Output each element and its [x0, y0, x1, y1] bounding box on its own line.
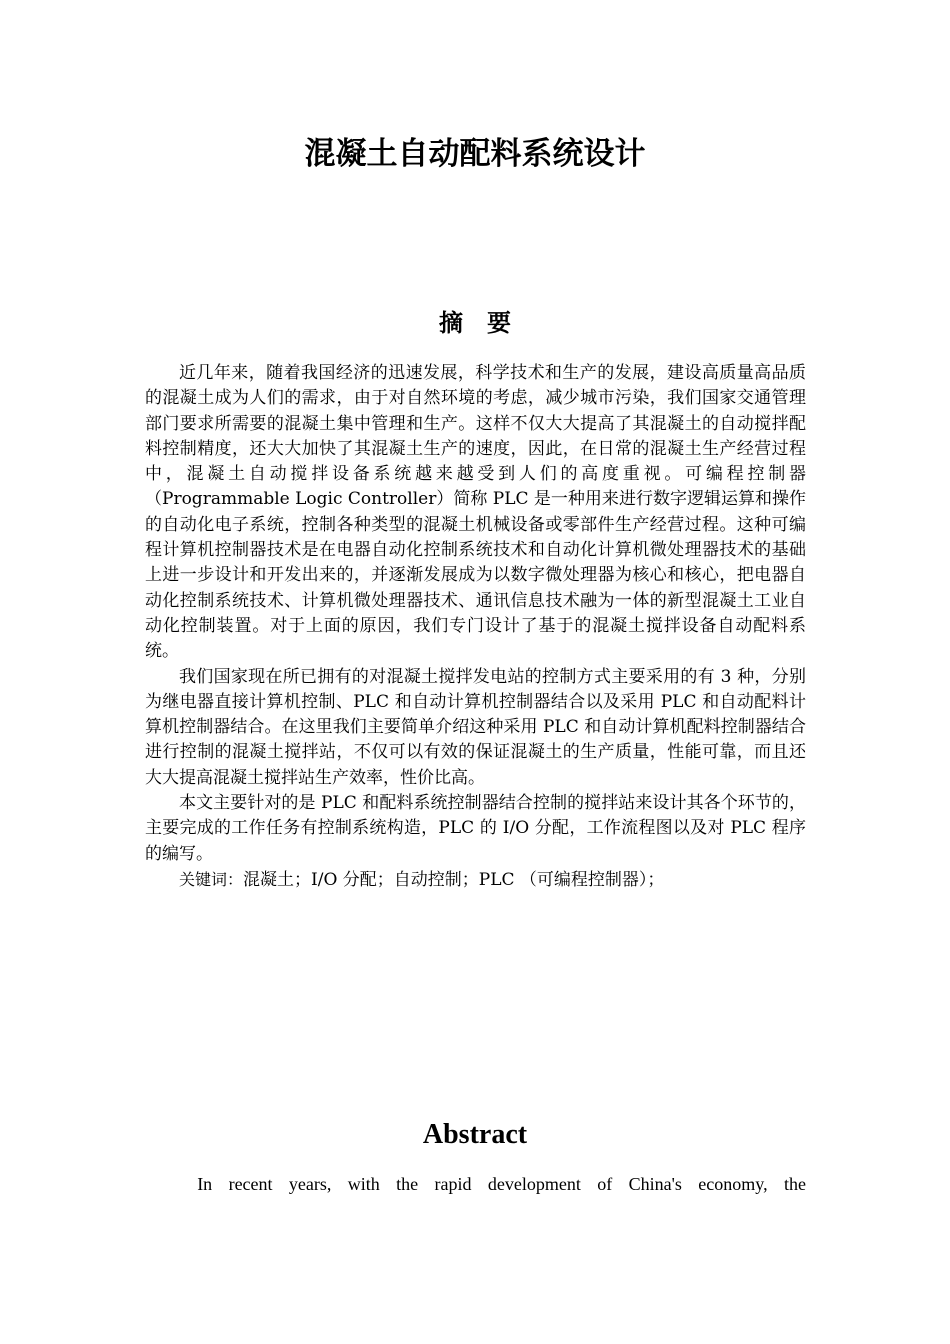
- english-abstract-first-line: In recent years, with the rapid development of China's economy, the: [197, 1174, 806, 1194]
- keywords-text: 混凝土；I/O 分配；自动控制；PLC （可编程控制器）；: [243, 869, 665, 890]
- abstract-paragraph-2: 我们国家现在所已拥有的对混凝土搅拌发电站的控制方式主要采用的有 3 种，分别为继电器直接计算机控制、PLC 和自动计算机控制器结合以及采用 PLC 和自动配料计算机控制器结合。在这里我们主要简单介绍这种采用 PLC 和自动计算机配料控制器结合进行控制的混凝土搅拌站，不仅可以有效的保证混凝土的生产质量，性能可靠，而且还大大提高混凝土搅拌站生产效率，性价比高。: [145, 666, 806, 788]
- keywords-label: 关键词：: [179, 869, 244, 889]
- abstract-heading: 摘要: [439, 309, 535, 337]
- abstract-paragraph-1: 近几年来，随着我国经济的迅速发展，科学技术和生产的发展，建设高质量高品质的混凝土成为人们的需求，由于对自然环境的考虑，减少城市污染，我们国家交通管理部门要求所需要的混凝土集中管理和生产。这样不仅大大提高了其混凝土的自动搅拌配料控制精度，还大大加快了其混凝土生产的速度，因此，在日常的混凝土生产经营过程中，混凝土自动搅拌设备系统越来越受到人们的高度重视。可编程控制器（Programmable Logic Controller）简称 PLC 是一种用来进行数字逻辑运算和操作的自动化电子系统，控制各种类型的混凝土机械设备或零部件生产经营过程。这种可编程计算机控制器技术是在电器自动化控制系统技术和自动化计算机微处理器技术的基础上进一步设计和开发出来的，并逐渐发展成为以数字微处理器为核心和核心，把电器自动化控制系统技术、计算机微处理器技术、通讯信息技术融为一体的新型混凝土工业自动化控制装置。对于上面的原因，我们专门设计了基于的混凝土搅拌设备自动配料系统。: [145, 363, 806, 662]
- english-abstract-heading: Abstract: [422, 1119, 528, 1150]
- document-title: 混凝土自动配料系统设计: [304, 136, 646, 172]
- keywords-line: [145, 867, 806, 893]
- abstract-paragraph-3: 本文主要针对的是 PLC 和配料系统控制器结合控制的搅拌站来设计其各个环节的，主要完成的工作任务有控制系统构造，PLC 的 I/O 分配，工作流程图以及对 PLC 程序的编写。: [145, 793, 806, 864]
- abstract-body: [145, 361, 806, 893]
